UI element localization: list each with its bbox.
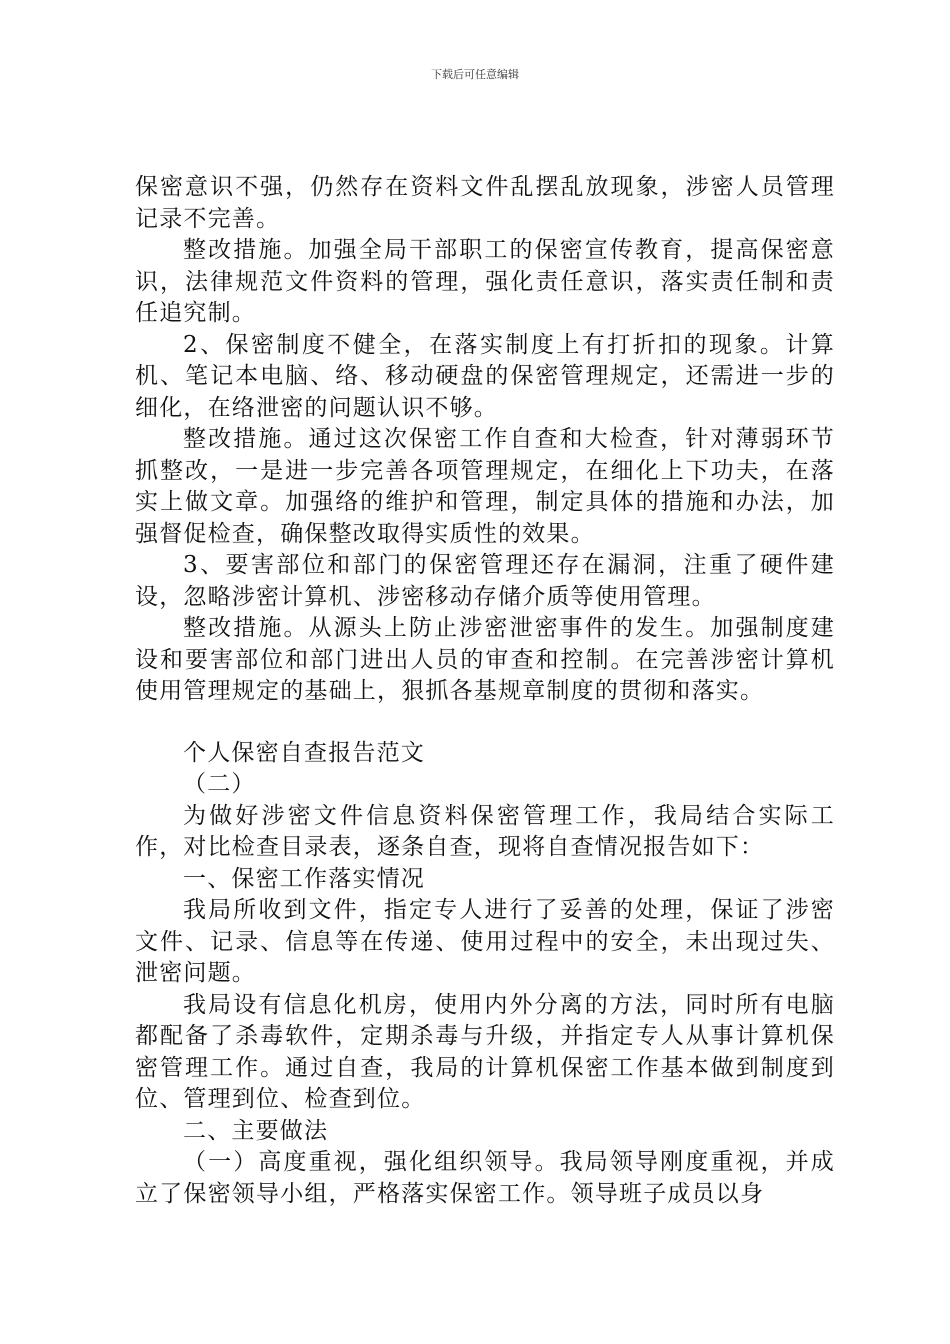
paragraph: 2、保密制度不健全，在落实制度上有打折扣的现象。计算机、笔记本电脑、络、移动硬盘的保密管理规定，还需进一步的细化，在络泄密的问题认识不够。 (135, 331, 835, 421)
paragraph: 我局设有信息化机房，使用内外分离的方法，同时所有电脑都配备了杀毒软件，定期杀毒与升级，并指定专人从事计算机保密管理工作。通过自查，我局的计算机保密工作基本做到制度到位、管理到位、检查到位。 (135, 991, 835, 1112)
paragraph: 我局所收到文件，指定专人进行了妥善的处理，保证了涉密文件、记录、信息等在传递、使用过程中的安全，未出现过失、泄密问题。 (135, 897, 835, 986)
paragraph: 3、要害部位和部门的保密管理还存在漏洞，注重了硬件建设，忽略涉密计算机、涉密移动存储介质等使用管理。 (135, 552, 835, 610)
document-body (135, 172, 835, 1210)
paragraph: 保密意识不强，仍然存在资料文件乱摆乱放现象，涉密人员管理记录不完善。 (135, 174, 835, 232)
paragraph: （一）高度重视，强化组织领导。我局领导刚度重视，并成立了保密领导小组，严格落实保密工作。领导班子成员以身 (135, 1149, 835, 1207)
page-header: 下载后可任意编辑 (431, 68, 519, 81)
paragraph: 整改措施。从源头上防止涉密泄密事件的发生。加强制度建设和要害部位和部门进出人员的审查和控制。在完善涉密计算机使用管理规定的基础上，狠抓各基规章制度的贯彻和落实。 (135, 615, 835, 704)
section-gap (135, 708, 835, 738)
section-heading: 一、保密工作落实情况 (183, 865, 425, 892)
section-subtitle: （二） (183, 771, 256, 797)
paragraph: 整改措施。加强全局干部职工的保密宣传教育，提高保密意识，法律规范文件资料的管理，强化责任意识，落实责任制和责任追究制。 (135, 237, 835, 326)
section-title: 个人保密自查报告范文 (183, 739, 425, 766)
section-heading: 二、主要做法 (183, 1117, 329, 1144)
paragraph: 整改措施。通过这次保密工作自查和大检查，针对薄弱环节抓整改，一是进一步完善各项管理规定，在细化上下功夫，在落实上做文章。加强络的维护和管理，制定具体的措施和办法，加强督促检查，确保整改取得实质性的效果。 (135, 426, 835, 547)
paragraph: 为做好涉密文件信息资料保密管理工作，我局结合实际工作，对比检查目录表，逐条自查，现将自查情况报告如下： (135, 802, 835, 860)
